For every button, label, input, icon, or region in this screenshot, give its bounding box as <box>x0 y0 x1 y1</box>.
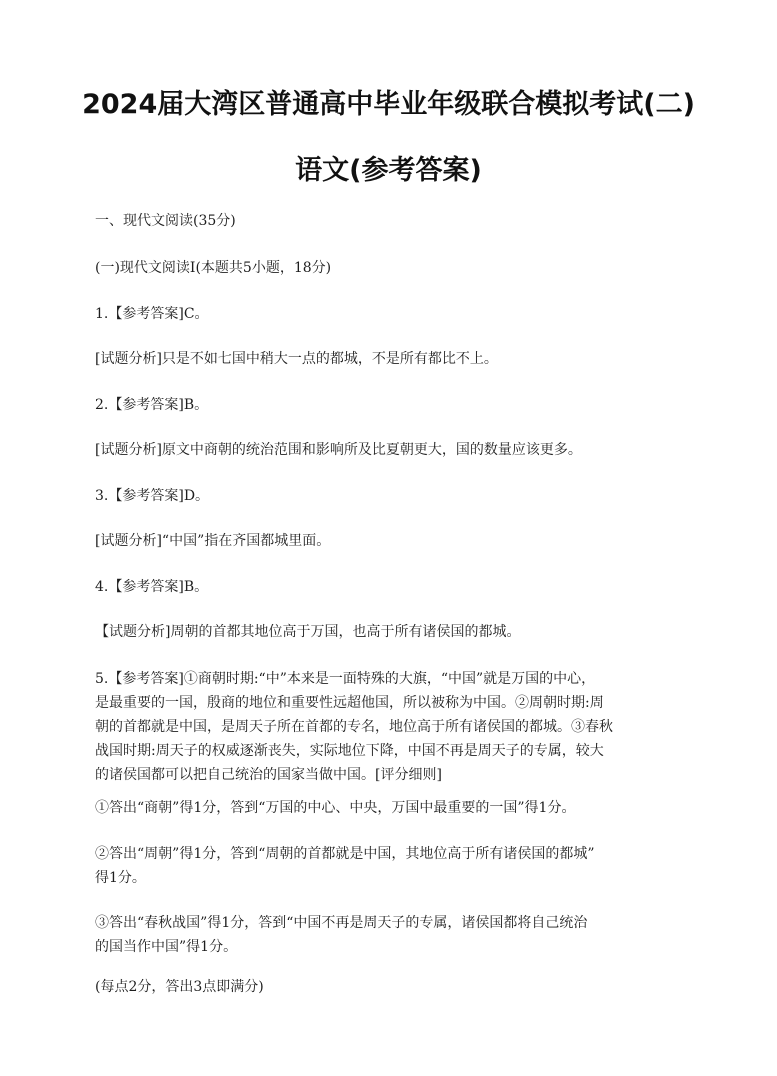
section-heading: 一、现代文阅读(35分) <box>95 213 236 229</box>
q5-line: 朝的首都就是中国，是周天子所在首都的专名，地位高于所有诸侯国的都城。③春秋 <box>95 719 613 735</box>
scoring-note: (每点2分，答出3点即满分) <box>95 979 264 995</box>
subsection-heading: (一)现代文阅读I(本题共5小题，18分) <box>95 260 332 276</box>
q4-analysis: 【试题分析]周朝的首都其地位高于万国，也高于所有诸侯国的都城。 <box>95 624 521 640</box>
q5-line: 的诸侯国都可以把自己统治的国家当做中国。[评分细则] <box>95 767 442 783</box>
q5-answer-paragraph <box>95 667 690 787</box>
scoring-rule-3-line: 的国当作中国”得1分。 <box>95 939 238 955</box>
document-subtitle: 语文(参考答案) <box>295 155 482 186</box>
scoring-rule-2-line: ②答出“周朝”得1分，答到“周朝的首都就是中国，其地位高于所有诸侯国的都城” <box>95 846 595 862</box>
q3-answer: 3.【参考答案]D。 <box>95 488 210 504</box>
q3-analysis: [试题分析]“中国”指在齐国都城里面。 <box>95 533 331 549</box>
document-title: 2024届大湾区普通高中毕业年级联合模拟考试(二) <box>82 89 695 120</box>
q5-line: 是最重要的一国，殷商的地位和重要性远超他国，所以被称为中国。②周朝时期:周 <box>95 695 604 711</box>
scoring-rule-3 <box>95 911 690 959</box>
scoring-rule-1: ①答出“商朝”得1分，答到“万国的中心、中央，万国中最重要的一国”得1分。 <box>95 800 576 816</box>
q2-answer: 2.【参考答案]B。 <box>95 397 209 413</box>
q1-answer: 1.【参考答案]C。 <box>95 306 209 322</box>
q5-line: 战国时期:周天子的权威逐渐丧失，实际地位下降，中国不再是周天子的专属，较大 <box>95 743 604 759</box>
scoring-rule-2-line: 得1分。 <box>95 870 146 886</box>
q2-analysis: [试题分析]原文中商朝的统治范围和影响所及比夏朝更大，国的数量应该更多。 <box>95 442 582 458</box>
scoring-rule-3-line: ③答出“春秋战国”得1分，答到“中国不再是周天子的专属，诸侯国都将自己统治 <box>95 915 588 931</box>
q1-analysis: [试题分析]只是不如七国中稍大一点的都城，不是所有都比不上。 <box>95 351 498 367</box>
scoring-rule-2 <box>95 842 690 890</box>
q4-answer: 4.【参考答案]B。 <box>95 579 209 595</box>
q5-line: 5.【参考答案]①商朝时期:“中”本来是一面特殊的大旗，“中国”就是万国的中心， <box>95 671 596 687</box>
